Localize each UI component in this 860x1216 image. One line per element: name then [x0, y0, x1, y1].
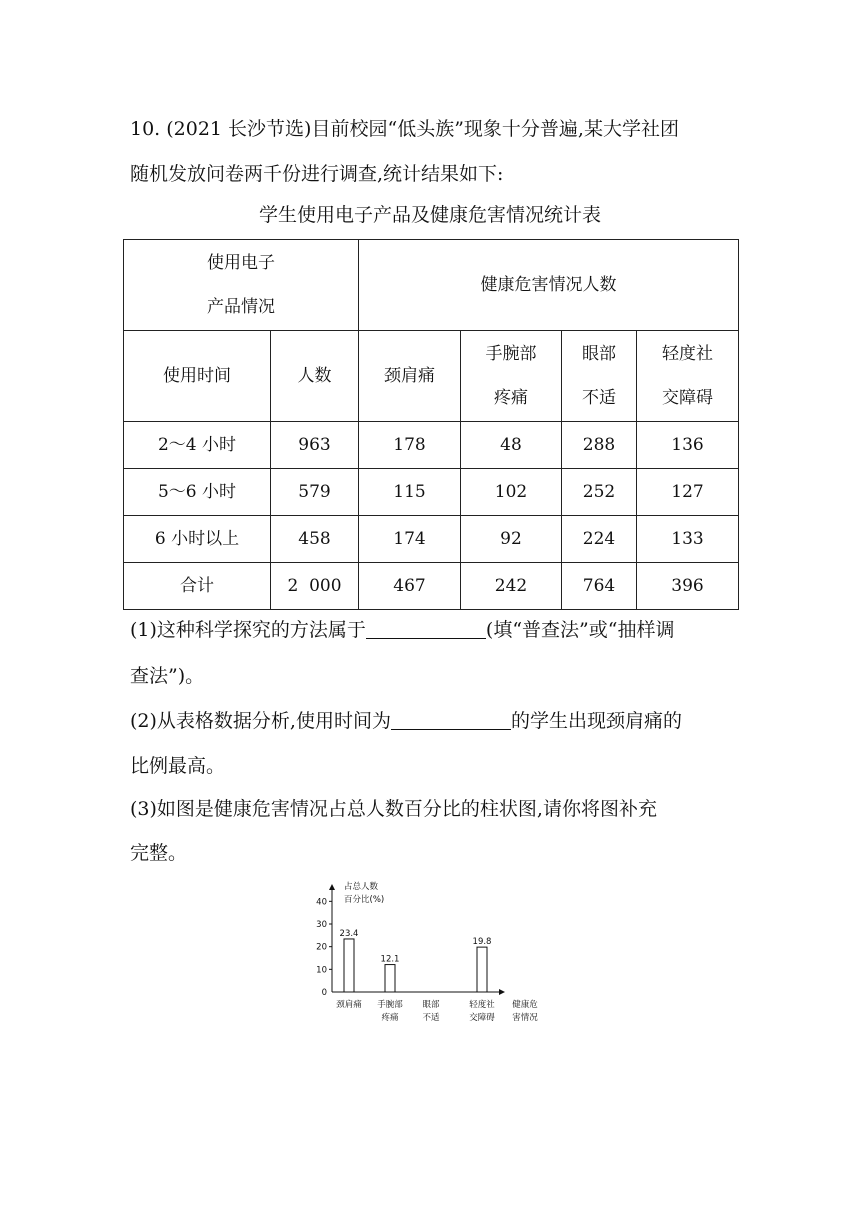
sub-question-3-cont: 完整。	[130, 842, 188, 864]
y-tick-label: 10	[316, 965, 327, 976]
y-axis-title: 百分比(%)	[344, 895, 385, 905]
bar	[477, 947, 487, 992]
table-cell: 合计	[124, 563, 271, 610]
sub-question-2: (2)从表格数据分析,使用时间为 的学生出现颈肩痛的	[130, 697, 682, 745]
bar-value-label: 12.1	[380, 954, 400, 965]
table-row	[124, 516, 739, 563]
table-cell: 288	[562, 422, 637, 469]
question-line-2: 随机发放问卷两千份进行调查,统计结果如下:	[130, 163, 504, 185]
table-row	[124, 469, 739, 516]
table-cell: 224	[562, 516, 637, 563]
table-cell: 963	[271, 422, 359, 469]
table-cell: 133	[637, 516, 739, 563]
y-tick-label: 30	[316, 920, 327, 930]
x-axis-title: 害情况	[512, 1013, 538, 1023]
table-cell: 102	[461, 469, 562, 516]
answer-blank-2[interactable]	[391, 707, 511, 730]
x-tick-label: 轻度社	[469, 1000, 495, 1010]
bar	[385, 965, 395, 992]
sub-question-1-cont: 查法”)。	[130, 665, 205, 687]
table-cell: 115	[359, 469, 461, 516]
col-usage-time: 使用时间	[124, 331, 271, 422]
x-tick-label: 颈肩痛	[336, 1000, 362, 1010]
table-cell: 458	[271, 516, 359, 563]
x-axis-arrow	[499, 989, 505, 995]
bar-value-label: 23.4	[339, 928, 359, 939]
table-cell: 764	[562, 563, 637, 610]
question-line-1: 10. (2021 长沙节选)目前校园“低头族”现象十分普遍,某大学社团	[130, 118, 679, 140]
table-cell: 6 小时以上	[124, 516, 271, 563]
bar-chart	[312, 878, 552, 1037]
sub-question-2-cont: 比例最高。	[130, 755, 226, 777]
col-neck-pain: 颈肩痛	[359, 331, 461, 422]
y-tick-label: 40	[316, 897, 327, 908]
table-cell: 92	[461, 516, 562, 563]
col-eye-discomfort: 眼部 不适	[562, 331, 637, 422]
x-tick-label: 疼痛	[381, 1013, 399, 1023]
col-people-count: 人数	[271, 331, 359, 422]
table-caption: 学生使用电子产品及健康危害情况统计表	[258, 204, 601, 226]
table-header-row-1	[124, 240, 739, 331]
table-cell: 127	[637, 469, 739, 516]
statistics-table	[123, 239, 739, 610]
table-cell: 5～6 小时	[124, 469, 271, 516]
x-tick-label: 手腕部	[377, 1000, 403, 1010]
x-tick-label: 眼部	[422, 1000, 440, 1010]
col-wrist-pain: 手腕部 疼痛	[461, 331, 562, 422]
table-cell: 136	[637, 422, 739, 469]
bar-value-label: 19.8	[472, 937, 492, 948]
sub-question-1: (1)这种科学探究的方法属于 (填“普查法”或“抽样调	[130, 606, 674, 654]
table-header-row-2	[124, 331, 739, 422]
table-cell: 2 000	[271, 563, 359, 610]
y-axis-arrow	[329, 884, 335, 890]
bar-chart-svg	[312, 878, 552, 1033]
table-cell: 178	[359, 422, 461, 469]
y-tick-label: 0	[321, 988, 327, 998]
bar	[344, 939, 354, 992]
header-usage: 使用电子 产品情况	[124, 240, 359, 331]
answer-blank-1[interactable]	[366, 616, 486, 639]
y-tick-label: 20	[316, 942, 327, 953]
col-social-disorder: 轻度社 交障碍	[637, 331, 739, 422]
x-tick-label: 不适	[422, 1013, 440, 1023]
table-cell: 579	[271, 469, 359, 516]
table-cell: 2～4 小时	[124, 422, 271, 469]
table-cell: 174	[359, 516, 461, 563]
table-cell: 252	[562, 469, 637, 516]
table-cell: 48	[461, 422, 562, 469]
table-row-total	[124, 563, 739, 610]
x-axis-title: 健康危	[512, 1000, 538, 1010]
y-axis-title: 占总人数	[344, 882, 379, 892]
table-cell: 467	[359, 563, 461, 610]
table-row	[124, 422, 739, 469]
sub-question-3: (3)如图是健康危害情况占总人数百分比的柱状图,请你将图补充	[130, 798, 657, 820]
table-cell: 242	[461, 563, 562, 610]
x-tick-label: 交障碍	[469, 1013, 495, 1023]
header-health-harm: 健康危害情况人数	[359, 240, 739, 331]
table-cell: 396	[637, 563, 739, 610]
